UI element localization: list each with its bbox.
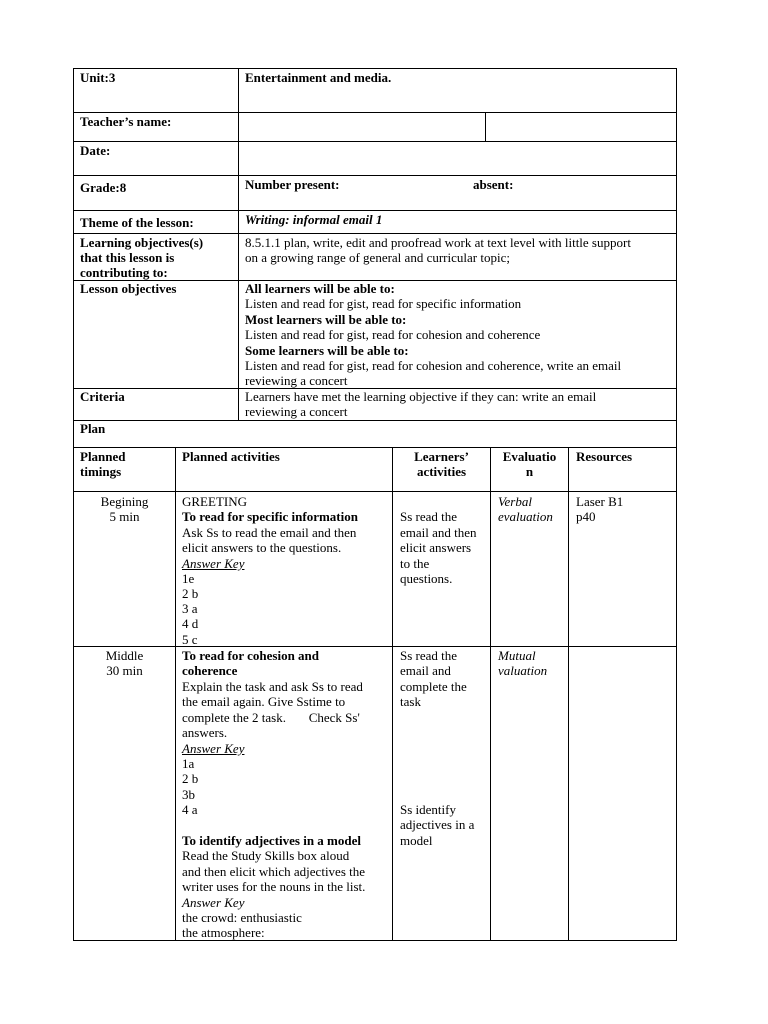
row2-learner-line: complete the (400, 679, 467, 694)
row1-task-line: elicit answers to the questions. (182, 540, 342, 555)
row2-task-heading: coherence (182, 663, 238, 678)
row1-answer: 4 d (182, 616, 199, 631)
row2-task-line: the email again. Give Sstime to (182, 694, 346, 709)
plan-label: Plan (80, 421, 106, 436)
col-header-evaluation: Evaluatio (502, 449, 557, 464)
learning-objectives-label-line: that this lesson is (80, 250, 175, 265)
row1-evaluation: Verbal (498, 494, 532, 509)
row2-learner-line: email and (400, 663, 451, 678)
most-learners-heading: Most learners will be able to: (245, 312, 407, 327)
date-label: Date: (80, 143, 111, 158)
row1-resource: p40 (576, 509, 596, 524)
row1-answer: 5 c (182, 632, 198, 647)
row2-adjectives-answer-key: Answer Key (182, 895, 245, 910)
learning-objectives-label-line: contributing to: (80, 265, 168, 280)
col-header-activities: Planned activities (182, 449, 280, 464)
row2-task-line: answers. (182, 725, 228, 740)
row2-timing: 30 min (106, 663, 143, 678)
row1-answer: 1e (182, 571, 195, 586)
all-learners-text: Listen and read for gist, read for specific information (245, 296, 522, 311)
learning-objectives-text-line: on a growing range of general and curricular topic; (245, 250, 510, 265)
row2-adjectives-line: writer uses for the nouns in the list. (182, 879, 366, 894)
row1-greeting: GREETING (182, 494, 247, 509)
row1-learner-line: elicit answers (400, 540, 472, 555)
col-header-evaluation: n (525, 464, 534, 479)
criteria-text-line: Learners have met the learning objective if they can: write an email (245, 389, 597, 404)
teacher-name-field[interactable] (240, 113, 484, 140)
row1-answer: 3 a (182, 601, 198, 616)
theme-label: Theme of the lesson: (80, 215, 194, 230)
row1-answer-key: Answer Key (182, 556, 245, 571)
row2-adjectives-answer: the crowd: enthusiastic (182, 910, 302, 925)
row2-answer: 4 a (182, 802, 198, 817)
row2-learner-line: model (400, 833, 433, 848)
theme-value: Writing: informal email 1 (245, 212, 383, 227)
row2-learner-line: Ss read the (400, 648, 458, 663)
row1-learner-line: Ss read the (400, 509, 458, 524)
all-learners-heading: All learners will be able to: (245, 281, 395, 296)
row2-learner-line: task (400, 694, 421, 709)
row2-timing: Middle (105, 648, 144, 663)
most-learners-text: Listen and read for gist, read for cohesion and coherence (245, 327, 541, 342)
learning-objectives-text-line: 8.5.1.1 plan, write, edit and proofread work at text level with little support (245, 235, 631, 250)
row2-adjectives-line: and then elicit which adjectives the (182, 864, 366, 879)
row1-timing: Begining (100, 494, 149, 509)
learning-objectives-label-line: Learning objectives(s) (80, 235, 204, 250)
row1-evaluation: evaluation (498, 509, 553, 524)
col-header-resources: Resources (576, 449, 633, 464)
row1-task-line: Ask Ss to read the email and then (182, 525, 357, 540)
lesson-objectives-label: Lesson objectives (80, 281, 177, 296)
unit-value: Entertainment and media. (245, 70, 392, 85)
row2-evaluation: valuation (498, 663, 548, 678)
date-field[interactable] (240, 142, 675, 174)
criteria-label: Criteria (80, 389, 125, 404)
row2-task-heading: To read for cohesion and (182, 648, 320, 663)
col-header-timings: timings (80, 464, 122, 479)
row2-task-line: complete the 2 task. Check Ss' (182, 710, 360, 725)
row2-task-line: Explain the task and ask Ss to read (182, 679, 363, 694)
unit-label: Unit:3 (80, 70, 116, 85)
row2-learner-line: Ss identify (400, 802, 456, 817)
teacher-name-extra-field[interactable] (487, 113, 675, 140)
row1-learner-line: questions. (400, 571, 453, 586)
some-learners-text-line: reviewing a concert (245, 373, 348, 388)
row2-answer: 3b (182, 787, 195, 802)
row2-evaluation: Mutual (498, 648, 536, 663)
row2-learner-line: adjectives in a (400, 817, 475, 832)
row1-task-heading: To read for specific information (182, 509, 358, 524)
col-header-learners: activities (416, 464, 467, 479)
some-learners-text-line: Listen and read for gist, read for cohesion and coherence, write an email (245, 358, 622, 373)
row1-learner-line: email and then (400, 525, 477, 540)
criteria-text-line: reviewing a concert (245, 404, 348, 419)
grade-label: Grade:8 (80, 180, 127, 195)
row2-answer: 1a (182, 756, 195, 771)
row1-learner-line: to the (400, 556, 430, 571)
absent-label: absent: (473, 177, 514, 192)
row1-timing: 5 min (109, 509, 140, 524)
row1-resource: Laser B1 (576, 494, 624, 509)
row1-answer: 2 b (182, 586, 199, 601)
row2-answer: 2 b (182, 771, 199, 786)
some-learners-heading: Some learners will be able to: (245, 343, 409, 358)
row2-adjectives-heading: To identify adjectives in a model (182, 833, 361, 848)
col-header-timings: Planned (80, 449, 126, 464)
row2-adjectives-line: Read the Study Skills box aloud (182, 848, 350, 863)
row2-adjectives-answer: the atmosphere: (182, 925, 265, 940)
number-present-label: Number present: (245, 177, 340, 192)
col-header-learners: Learners’ (414, 449, 469, 464)
teacher-name-label: Teacher’s name: (80, 114, 172, 129)
row2-answer-key: Answer Key (182, 741, 245, 756)
